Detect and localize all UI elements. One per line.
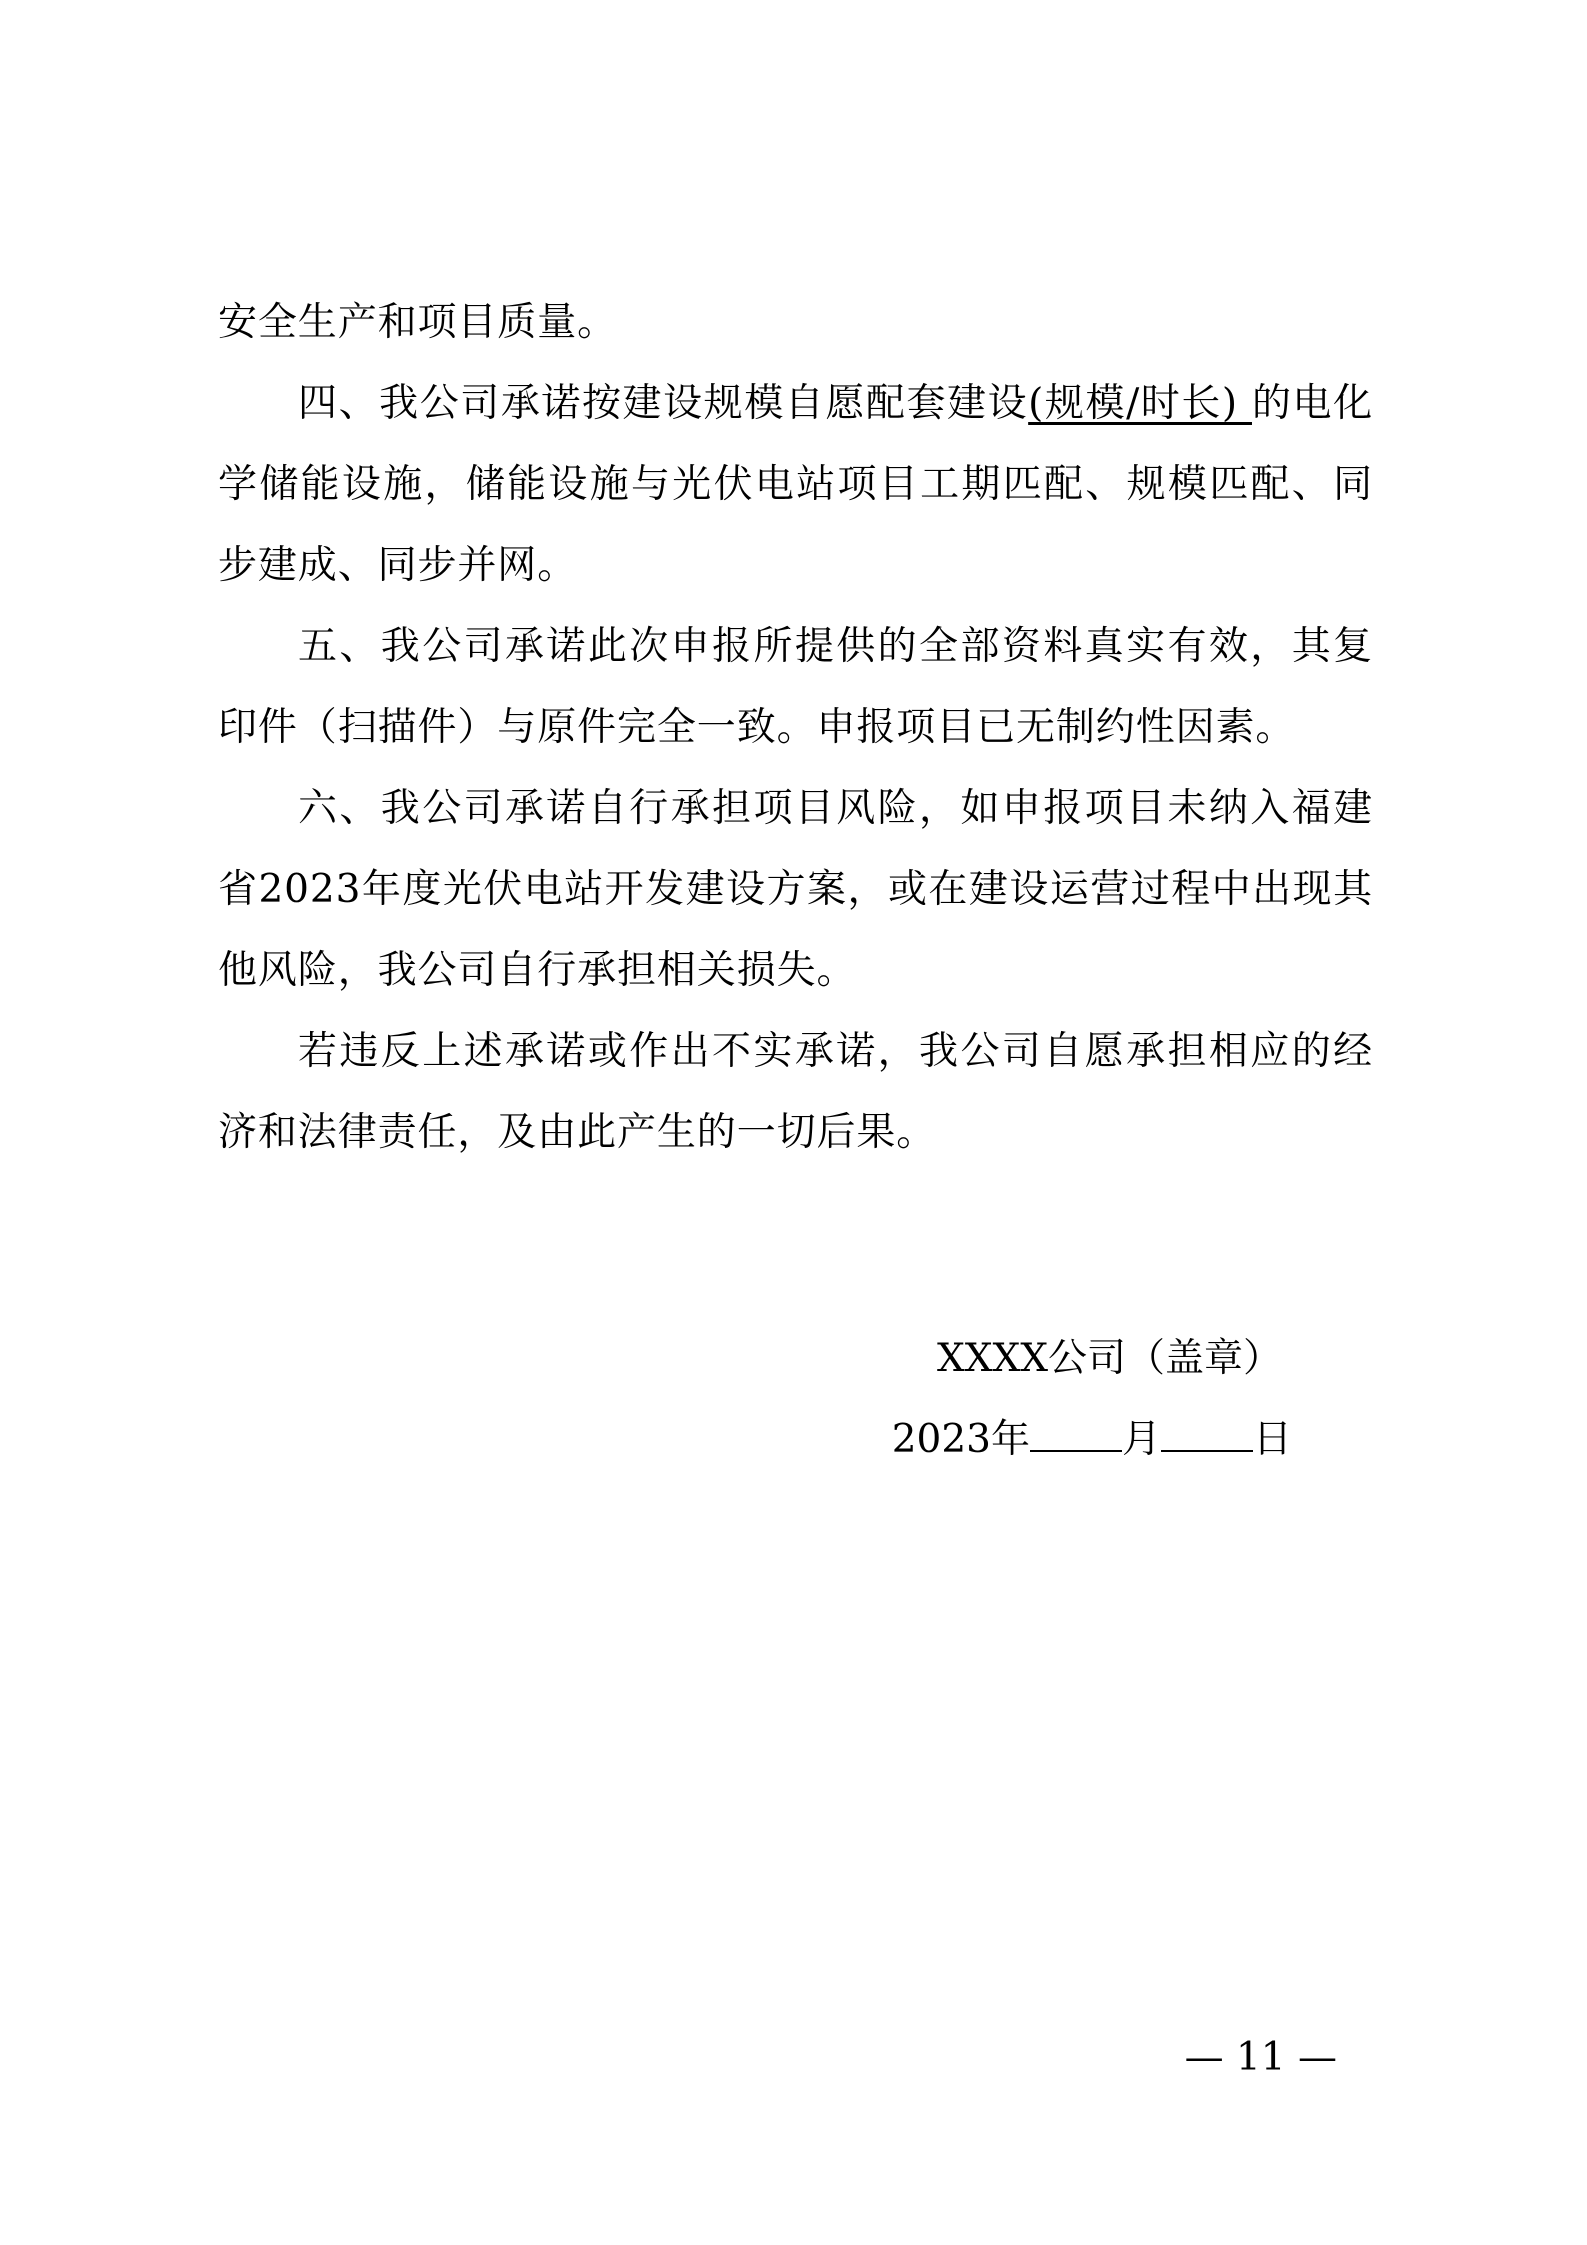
- storage-commitment-text-continued: 的电化学储能设施，储能设施与光伏电站项目工期匹配、规模匹配、同步建成、同步并网。: [218, 381, 1374, 588]
- paragraph-storage-commitment: [218, 363, 1373, 606]
- signature-block: [892, 1318, 1292, 1480]
- paragraph-materials-authenticity: 五、我公司承诺此次申报所提供的全部资料真实有效，其复印件（扫描件）与原件完全一致。申报项目已无制约性因素。: [218, 624, 1373, 750]
- month-blank: [1030, 1420, 1122, 1452]
- scale-duration-fill-in: (规模/时长): [1028, 381, 1252, 426]
- storage-commitment-text: 四、我公司承诺按建设规模自愿配套建设: [298, 381, 1029, 426]
- company-seal-line: XXXX公司（盖章）: [936, 1336, 1282, 1381]
- date-month: 月: [1121, 1417, 1161, 1462]
- date-year: 2023年: [891, 1417, 1030, 1462]
- paragraph-safety-quality: 安全生产和项目质量。: [218, 300, 618, 345]
- date-line: [892, 1399, 1292, 1480]
- day-blank: [1161, 1420, 1253, 1452]
- commitment-body: [218, 282, 1373, 1173]
- paragraph-liability: 若违反上述承诺或作出不实承诺，我公司自愿承担相应的经济和法律责任，及由此产生的一切后果。: [218, 1029, 1373, 1155]
- page-number: — 11 —: [1184, 2035, 1337, 2080]
- date-day: 日: [1252, 1417, 1292, 1462]
- paragraph-risk-bearing: 六、我公司承诺自行承担项目风险，如申报项目未纳入福建省2023年度光伏电站开发建设方案，或在建设运营过程中出现其他风险，我公司自行承担相关损失。: [218, 786, 1373, 993]
